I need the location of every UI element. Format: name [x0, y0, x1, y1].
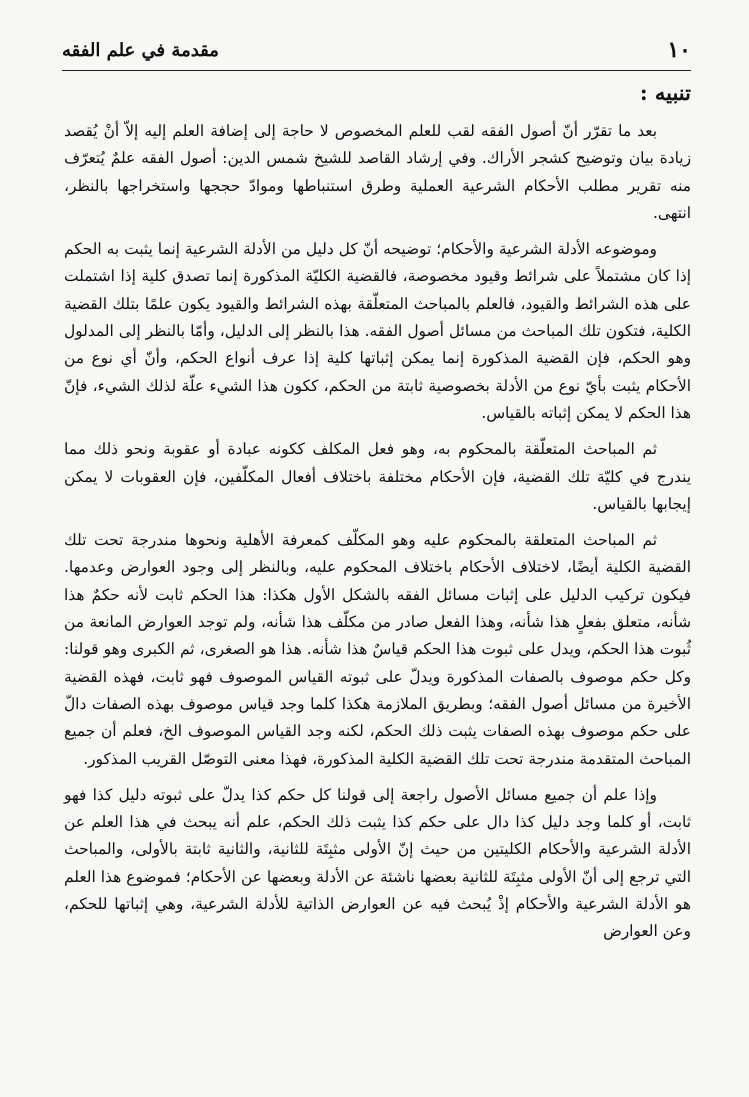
body-text — [64, 118, 691, 1089]
paragraph: وإذا علم أن جميع مسائل الأصول راجعة إلى قولنا كل حكم كذا يدلّ على ثبوته دليل كذا فهو ثابت، أو كلما وجد دليل كذا دال على حكم كذا يثبت ذلك الحكم، علم أنه يبحث في هذا العلم عن الأدلة الشرعية والأحكام الكليتين من حيث إنّ الأولى مثبِتَة للثانية، والثانية ثابتة بالأولى، والمباحث التي ترجع إلى أنّ الأولى مثبِتَة للثانية بعضها ناشئة عن الأدلة وبعضها عن الأحكام؛ فموضوع هذا العلم هو الأدلة الشرعية والأحكام إذْ يُبحث فيه عن العوارض الذاتية للأدلة الشرعية، وهي إثباتها للحكم، وعن العوارض — [64, 785, 691, 941]
section-heading: تنبيه : — [639, 80, 691, 105]
page-number: ١٠ — [667, 37, 691, 63]
paragraph: ثم المباحث المتعلّقة بالمحكوم به، وهو فعل المكلف ككونه عبادة أو عقوبة ونحو ذلك مما يندرج في كليّة تلك القضية، فإن الأحكام مختلفة باختلاف أفعال المكلّفين، فإن العقوبات لا يمكن إيجابها بالقياس. — [64, 440, 691, 513]
running-header — [62, 30, 691, 71]
paragraph: وموضوعه الأدلة الشرعية والأحكام؛ توضيحه أنّ كل دليل من الأدلة الشرعية إنما يثبت به الحكم إذا كان مشتملاً على شرائط وقيود مخصوصة، فالقضية الكليّة المذكورة إنما تصدق كلية إذا اشتملت على هذه الشرائط والقيود، فالعلم بالمباحث المتعلّقة بهذه الشرائط والقيود يكون علمًا بتلك القضية الكلية، فتكون تلك المباحث من مسائل أصول الفقه. هذا بالنظر إلى الدليل، وأمّا بالنظر إلى المدلول وهو الحكم، فإن القضية المذكورة إنما يمكن إثباتها كلية إذا عرف أنواع الحكم، وأنّ أي نوع من الأحكام يثبت بأيّ نوع من الأدلة بخصوصية ثابتة من الحكم، ككون هذا الشيء علّة لذلك الشيء، فإنّ هذا الحكم لا يمكن إثباته بالقياس. — [64, 240, 691, 422]
running-title: مقدمة في علم الفقه — [62, 39, 219, 61]
paragraph: ثم المباحث المتعلقة بالمحكوم عليه وهو المكلّف كمعرفة الأهلية ونحوها مندرجة تحت تلك القضية الكلية أيضًا، لاختلاف الأحكام باختلاف المحكوم عليه، وبالنظر إلى وجود العوارض وعدمها. فيكون تركيب الدليل على إثبات مسائل الفقه بالشكل الأول هكذا: هذا الحكم ثابت لأنه حكمٌ هذا شأنه، متعلق بفعلٍ هذا شأنه، وهذا الفعل صادر من مكلّف هذا شأنه، ولم توجد العوارض المانعة من ثُبوت هذا الحكم، ويدل على ثبوت هذا الحكم قياسٌ هذا شأنه. هذا هو الصغرى، ثم الكبرى وهو قولنا: وكل حكم موصوف بالصفات المذكورة ويدلّ على ثبوته القياس الموصوف فهو ثابت، فهذه القضية الأخيرة من مسائل أصول الفقه؛ وبطريق الملازمة هكذا كلما وجد قياس موصوف بهذه الصفات دالّ على حكم موصوف بهذه الصفات يثبت ذلك الحكم، لكنه وجد القياس الموصوف الخ، فعلم أن جميع المباحث المتقدمة مندرجة تحت تلك القضية الكلية المذكورة، فهذا معنى التوصّل القريب المذكور. — [64, 531, 691, 768]
paragraph: بعد ما تقرّر أنّ أصول الفقه لقب للعلم المخصوص لا حاجة إلى إضافة العلم إليه إلاّ أنْ يُقصد زيادة بيان وتوضيح كشجر الأراك. وفي إرشاد القاصد للشيخ شمس الدين: أصول الفقه علمٌ يُتعرّف منه تقرير مطلب الأحكام الشرعية العملية وطرق استنباطها وموادّ حججها واستخراجها بالنظر، انتهى. — [64, 122, 691, 222]
